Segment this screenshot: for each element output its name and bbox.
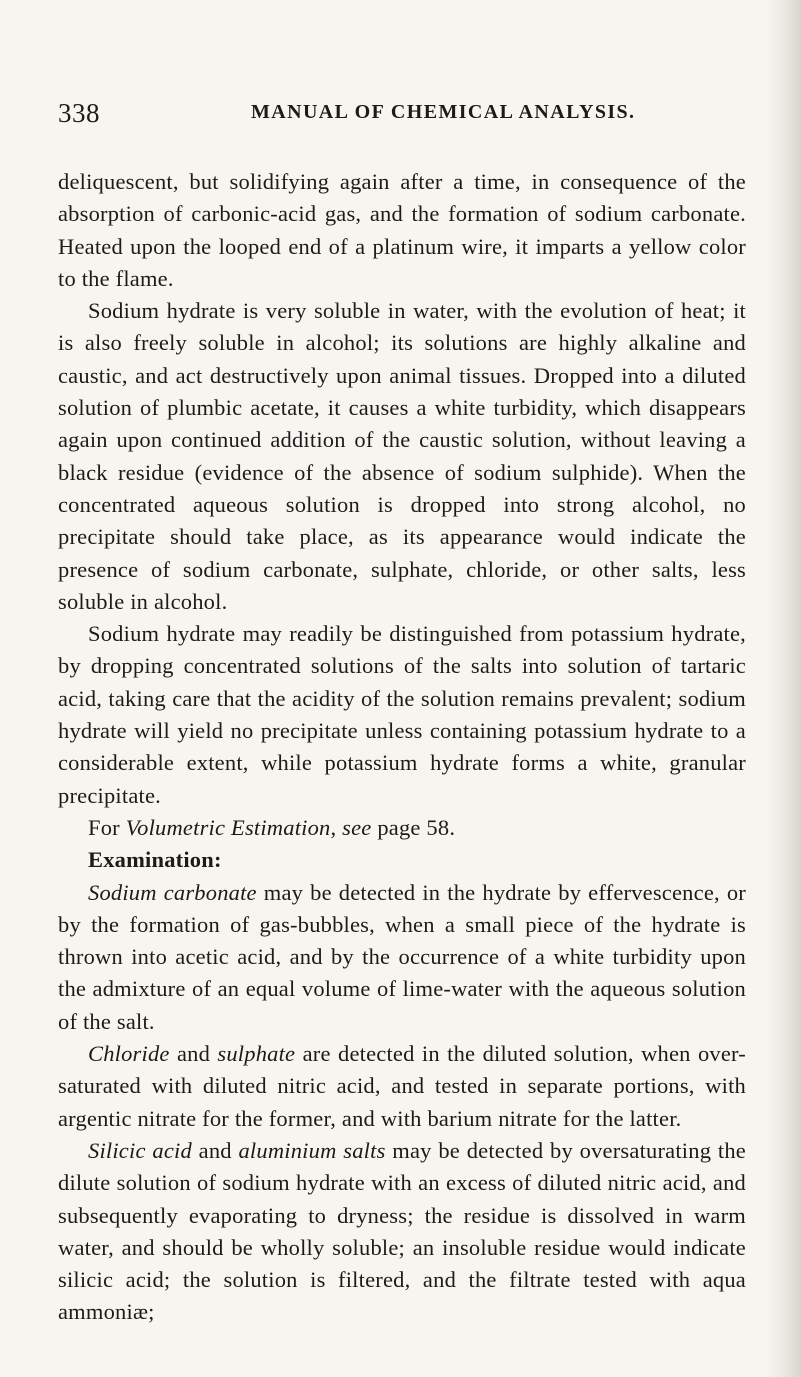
page-number: 338 (58, 98, 100, 128)
sodium-carbonate-term: Sodium carbonate (88, 879, 257, 905)
paragraph-4 (58, 812, 746, 844)
body-text (58, 166, 746, 1329)
volumetric-estimation-term: Volumetric Estimation (125, 814, 331, 840)
paragraph-6 (58, 877, 746, 1038)
page-header (58, 98, 748, 138)
paragraph-7 (58, 1038, 746, 1135)
p4-post: page 58. (371, 814, 456, 840)
paragraph-1: deliquescent, but solidifying again after a time, in consequence of the absorption of carbonic-acid gas, and the formation of sodium carbonate. Heated upon the looped end of a platinum wire, it imparts a yellow color to the flame. (58, 169, 746, 291)
see-term: see (342, 814, 372, 840)
p4-mid: , (330, 814, 343, 840)
p8-rest: may be detected by oversaturating the dilute solution of sodium hydrate with an excess of diluted nitric acid, and subsequently evaporating to dryness; the residue is dissolved in warm water, and should be wholly soluble; an insoluble residue would indicate silicic acid; the solution is filtered, and the filtrate tested with aqua ammoniæ; (58, 1137, 746, 1325)
paragraph-3: Sodium hydrate may readily be distinguished from potassium hydrate, by dropping concentrated solutions of the salts into solution of tartaric acid, taking care that the acidity of the solution remains prevalent; sodium hydrate will yield no precipitate unless containing potassium hydrate to a considerable extent, while potassium hydrate forms a white, granular precipitate. (58, 621, 746, 808)
paragraph-5 (58, 844, 746, 876)
paragraph-8 (58, 1135, 746, 1329)
chloride-term: Chloride (88, 1041, 170, 1067)
p7-and: and (169, 1041, 218, 1067)
sulphate-term: sulphate (217, 1041, 296, 1067)
page-edge-shadow (767, 0, 801, 1377)
aluminium-salts-term: aluminium salts (238, 1137, 386, 1163)
p7-rest: are detected in the diluted solution, when over-saturated with diluted nitric acid, and tested in separate portions, with argentic nitrate for the former, and with barium nitrate for the latter. (58, 1041, 746, 1131)
silicic-acid-term: Silicic acid (88, 1137, 192, 1163)
running-head: MANUAL OF CHEMICAL ANALYSIS. (251, 101, 636, 123)
paragraph-2: Sodium hydrate is very soluble in water, with the evolution of heat; it is also freely soluble in alcohol; its solutions are highly alkaline and caustic, and act destructively upon animal tissues. Dropped into a diluted solution of plumbic acetate, it causes a white turbidity, which disappears again upon continued addition of the caustic solution, without leaving a black residue (evidence of the absence of sodium sulphide). When the concentrated aqueous solution is dropped into strong alcohol, no precipitate should take place, as its appearance would indicate the presence of sodium carbonate, sulphate, chloride, or other salts, less soluble in alcohol. (58, 298, 746, 614)
p4-pre: For (88, 814, 126, 840)
p8-and: and (191, 1137, 239, 1163)
examination-heading: Examination: (88, 847, 222, 873)
p6-rest: may be detected in the hydrate by effervescence, or by the formation of gas-bubbles, when a small piece of the hydrate is thrown into acetic acid, and by the occurrence of a white turbidity upon the admixture of an equal volume of lime-water with the aqueous solution of the salt. (58, 879, 746, 1034)
